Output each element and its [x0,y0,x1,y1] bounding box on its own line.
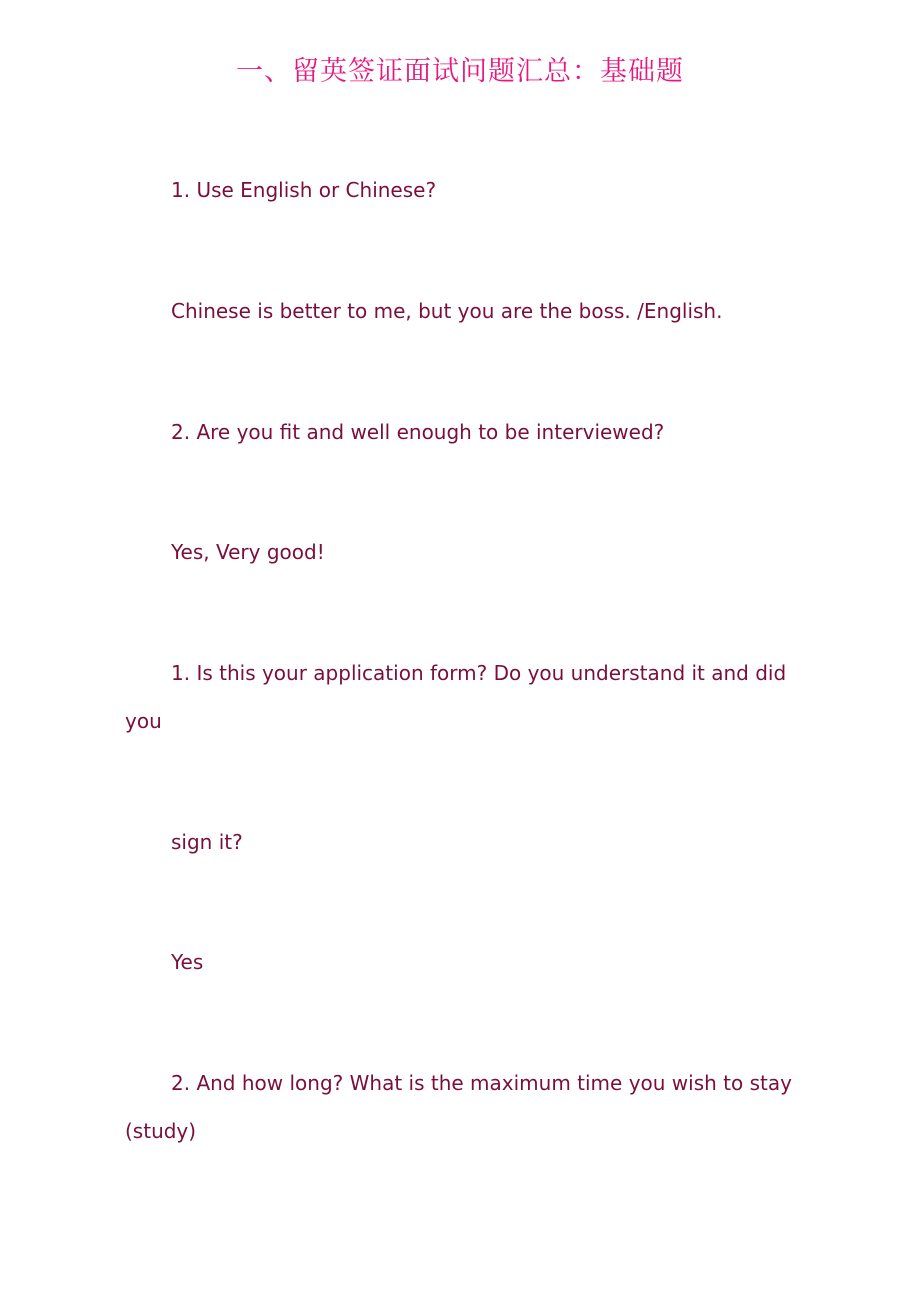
question-3-continued: sign it? [171,830,243,854]
question-3: 1. Is this your application form? Do you understand it and did you [125,661,787,733]
question-4: 2. And how long? What is the maximum time you wish to stay (study) [125,1071,792,1143]
answer-2: Yes, Very good! [171,540,325,564]
question-2: 2. Are you fit and well enough to be interviewed? [171,420,665,444]
question-1: 1. Use English or Chinese? [171,178,437,202]
answer-1: Chinese is better to me, but you are the boss. /English. [171,299,723,323]
document-title: 一、留英签证面试问题汇总：基础题 [236,56,684,87]
answer-3: Yes [171,950,204,974]
